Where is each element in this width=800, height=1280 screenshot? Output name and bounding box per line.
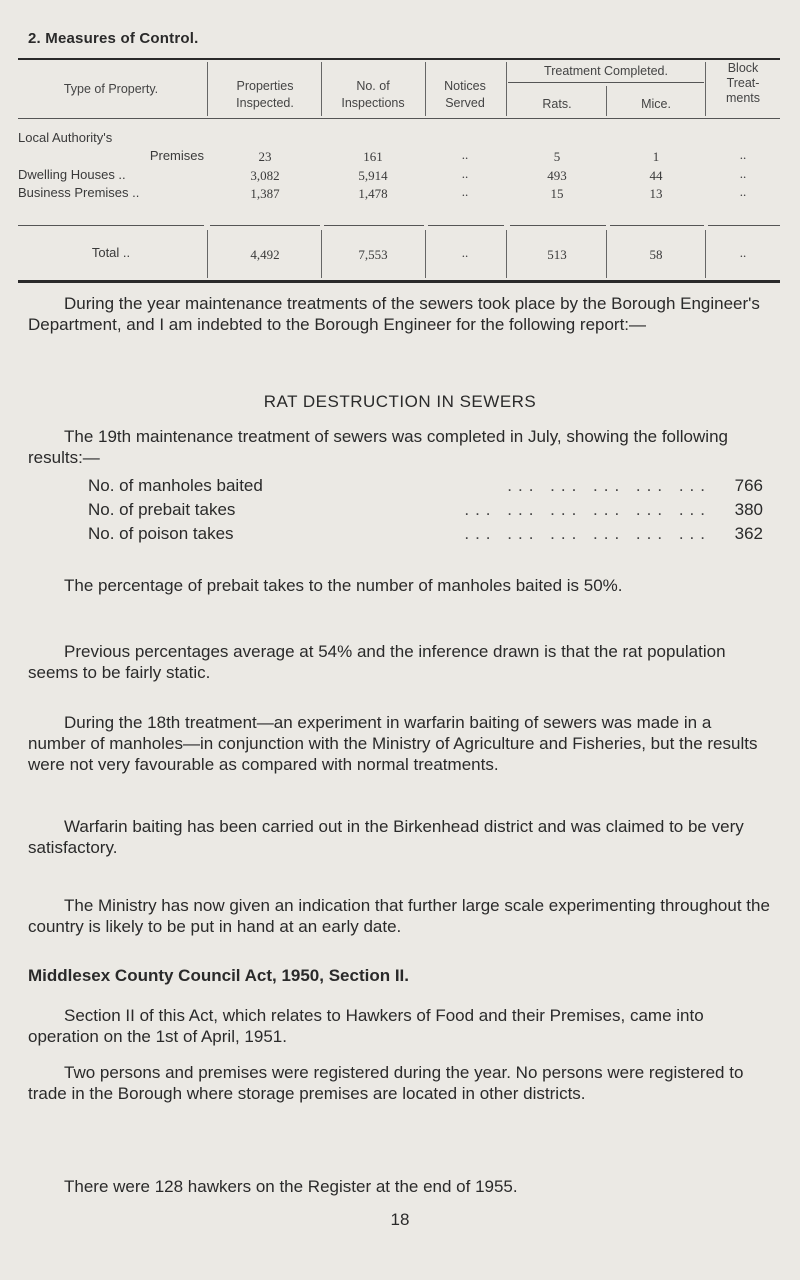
paragraph: During the 18th treatment—an experiment in warfarin baiting of sewers was made in a number of manholes—in conjunction with the Ministry of Agriculture and Fisheries, but the results were not very favourable as compared with normal treatments.	[28, 713, 758, 774]
section-heading: 2. Measures of Control.	[28, 30, 199, 47]
total-row-label: Total ..	[91, 245, 131, 260]
header-type-of-property: Type of Property.	[63, 82, 159, 96]
header-block-treatments	[706, 61, 780, 106]
table-top-rule	[18, 58, 780, 60]
row-label: Dwelling Houses ..	[18, 167, 126, 182]
header-no-of-inspections	[322, 78, 424, 112]
row-label: Business Premises ..	[18, 185, 140, 200]
table-cell: ..	[739, 147, 747, 162]
total-separator	[610, 225, 704, 226]
total-cell: ..	[461, 245, 469, 260]
header-bottom-line	[18, 118, 780, 119]
total-separator	[708, 225, 780, 226]
leader-dots: ... ... ... ... ...	[507, 476, 711, 495]
table-cell: 1,478	[358, 186, 388, 201]
treatment-subheader-line	[508, 82, 704, 83]
page-number: 18	[390, 1210, 410, 1229]
table-cell: 1,387	[250, 186, 280, 201]
table-cell: 44	[649, 168, 663, 183]
total-cell: 7,553	[358, 247, 388, 262]
paragraph: During the year maintenance treatments of the sewers took place by the Borough Engineer's Department, and I am indebted to the Borough Engineer for the following report:—	[28, 294, 760, 334]
column-divider	[425, 62, 426, 116]
total-separator	[18, 225, 204, 226]
stat-row-poison-takes	[88, 524, 763, 546]
column-divider	[207, 230, 208, 278]
total-cell: ..	[739, 245, 747, 260]
total-cell: 513	[547, 247, 567, 262]
stat-label: No. of manholes baited	[88, 476, 263, 495]
header-treatment-completed: Treatment Completed.	[544, 64, 668, 78]
paragraph: There were 128 hawkers on the Register at the end of 1955.	[64, 1177, 518, 1196]
table-cell: ..	[461, 166, 469, 181]
column-divider	[506, 230, 507, 278]
act-heading: Middlesex County Council Act, 1950, Section II.	[28, 966, 410, 985]
header-text: Treat-	[726, 76, 760, 90]
table-cell: 3,082	[250, 168, 280, 183]
paragraph: Previous percentages average at 54% and the inference drawn is that the rat population seems to be fairly static.	[28, 642, 726, 682]
column-divider	[425, 230, 426, 278]
column-divider	[207, 62, 208, 116]
column-divider	[705, 62, 706, 116]
leader-dots: ... ... ... ... ... ...	[464, 524, 711, 543]
paragraph: The 19th maintenance treatment of sewers was completed in July, showing the following results:—	[28, 427, 728, 467]
column-divider	[705, 230, 706, 278]
header-text: Served	[445, 96, 485, 110]
paragraph: Two persons and premises were registered during the year. No persons were registered to trade in the Borough where storage premises are located in other districts.	[28, 1063, 744, 1103]
column-divider	[606, 86, 607, 116]
paragraph: The Ministry has now given an indication that further large scale experimenting throughout the country is likely to be put in hand at an early date.	[28, 896, 770, 936]
column-divider	[606, 230, 607, 278]
total-separator	[510, 225, 606, 226]
stat-value: 766	[734, 476, 763, 495]
header-text: Block	[727, 61, 759, 75]
stat-value: 380	[734, 500, 763, 519]
header-text: Notices	[444, 79, 486, 93]
row-label: Premises	[149, 148, 204, 163]
table-cell: 13	[649, 186, 663, 201]
stat-label: No. of prebait takes	[88, 500, 236, 519]
total-cell: 4,492	[250, 247, 280, 262]
row-label: Local Authority's	[18, 130, 113, 145]
paragraph: The percentage of prebait takes to the number of manholes baited is 50%.	[64, 576, 623, 595]
stat-value: 362	[734, 524, 763, 543]
header-properties-inspected	[210, 78, 320, 112]
header-text: Inspected.	[236, 96, 294, 110]
rat-destruction-heading: RAT DESTRUCTION IN SEWERS	[263, 392, 537, 411]
table-cell: ..	[739, 184, 747, 199]
header-notices-served	[426, 78, 504, 112]
table-cell: 493	[547, 168, 567, 183]
table-cell: 23	[258, 149, 272, 164]
header-text: Inspections	[341, 96, 405, 110]
table-cell: ..	[461, 184, 469, 199]
header-rats: Rats.	[542, 97, 572, 111]
table-cell: ..	[739, 166, 747, 181]
table-cell: 5	[553, 149, 561, 164]
header-text: Properties	[236, 79, 294, 93]
total-cell: 58	[649, 247, 663, 262]
paragraph: Section II of this Act, which relates to Hawkers of Food and their Premises, came into operation on the 1st of April, 1951.	[28, 1006, 704, 1046]
table-cell: 5,914	[358, 168, 388, 183]
table-cell: 161	[363, 149, 383, 164]
column-divider	[321, 230, 322, 278]
stat-row-prebait-takes	[88, 500, 763, 522]
table-cell: 15	[550, 186, 564, 201]
paragraph: Warfarin baiting has been carried out in the Birkenhead district and was claimed to be very satisfactory.	[28, 817, 744, 857]
table-cell: ..	[461, 147, 469, 162]
table-cell: 1	[652, 149, 660, 164]
stat-row-manholes-baited	[88, 476, 763, 498]
table-bottom-rule	[18, 280, 780, 283]
leader-dots: ... ... ... ... ... ...	[464, 500, 711, 519]
stat-label: No. of poison takes	[88, 524, 234, 543]
control-measures-table	[18, 58, 780, 284]
header-mice: Mice.	[641, 97, 671, 111]
total-separator	[210, 225, 320, 226]
total-separator	[428, 225, 504, 226]
total-separator	[324, 225, 424, 226]
column-divider	[506, 62, 507, 116]
column-divider	[321, 62, 322, 116]
header-text: ments	[725, 91, 761, 105]
header-text: No. of	[356, 79, 390, 93]
